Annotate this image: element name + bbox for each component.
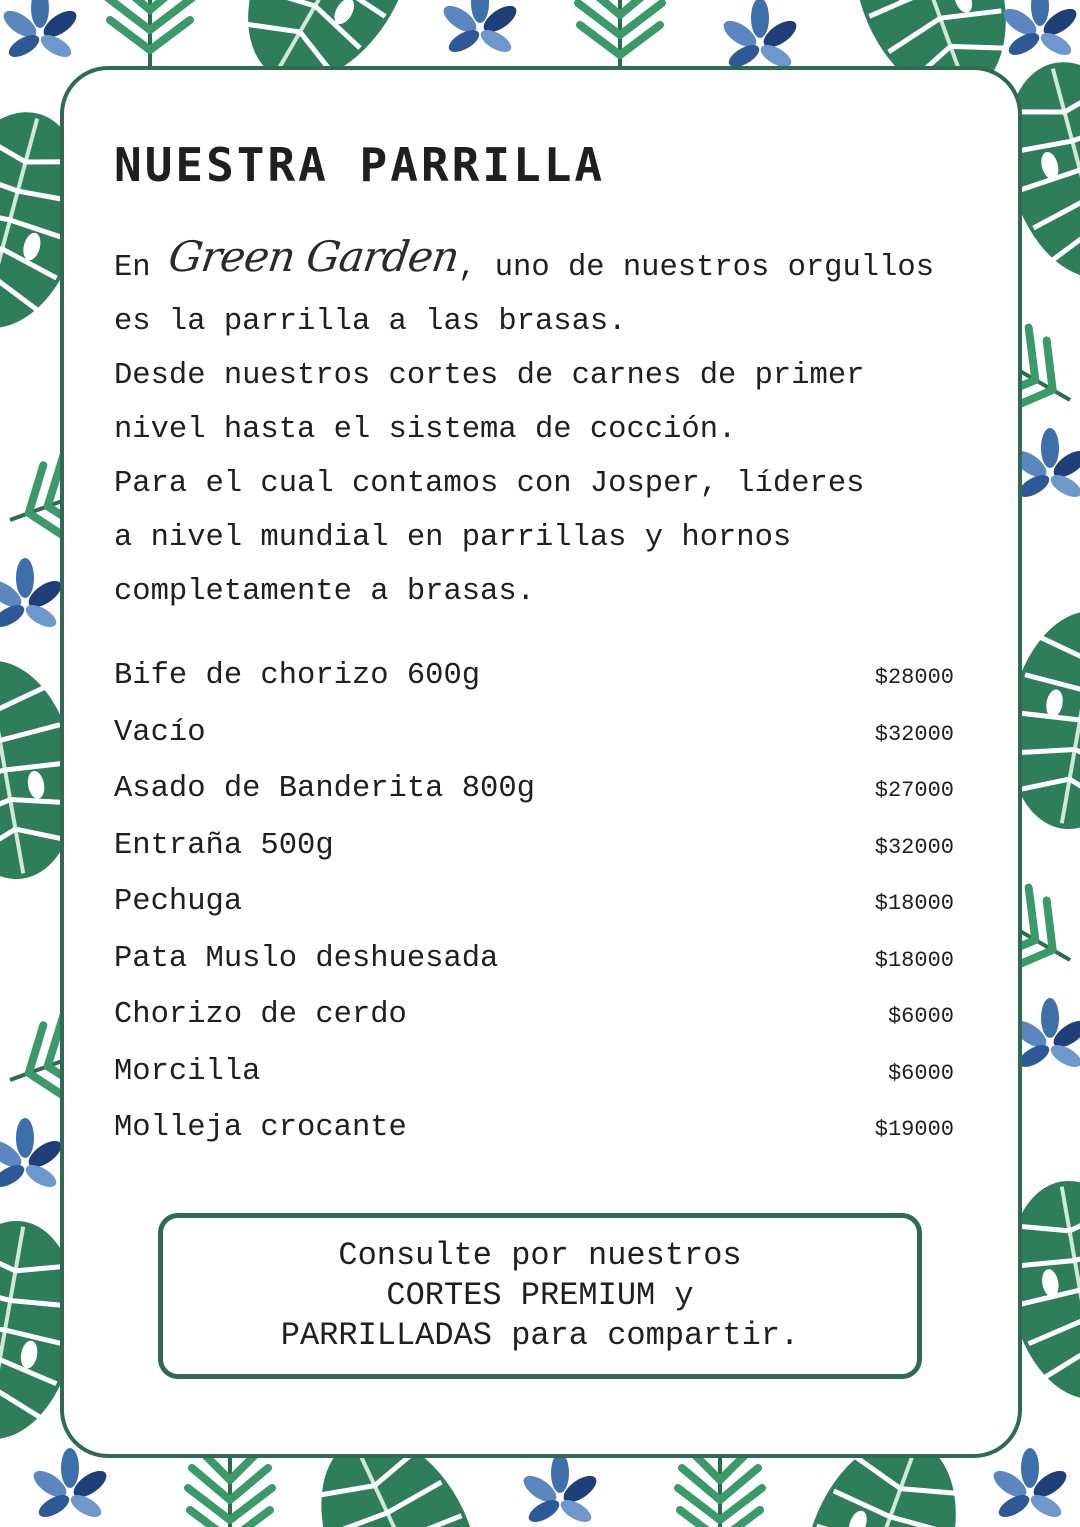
menu-item [114,648,954,705]
menu-item [114,931,954,988]
page-title: NUESTRA PARRILLA [114,138,606,192]
notice-line: Consulte por nuestros [338,1237,742,1274]
menu-item-price: $6000 [887,1004,954,1029]
premium-cuts-notice [158,1213,922,1379]
menu-item-price: $32000 [874,834,954,860]
menu-item [114,761,954,818]
menu-item-name: Molleja crocante [114,1111,407,1145]
menu-item-name: Asado de Banderita 800g [114,772,535,806]
menu-item [114,874,954,931]
menu-item [114,1100,954,1157]
menu-item [114,1044,954,1101]
intro-first-line: , uno de nuestros orgullos [458,251,935,285]
menu-item-name: Entraña 500g [114,828,334,863]
menu-item-price: $27000 [874,778,954,803]
menu-item [114,987,954,1044]
brand-logo-text: Green Garden [165,232,462,281]
menu-item-price: $6000 [887,1060,954,1086]
intro-prefix: En [114,251,151,285]
menu-item [114,705,954,762]
menu-list [114,648,954,1157]
menu-item [114,818,954,875]
menu-item-name: Bife de chorizo 600g [114,659,481,693]
menu-item-price: $32000 [874,721,954,747]
menu-item-name: Morcilla [114,1054,261,1089]
menu-item-name: Pata Muslo deshuesada [114,941,499,976]
intro-paragraph [114,234,964,619]
menu-item-name: Vacío [114,715,206,750]
menu-item-name: Pechuga [114,885,243,919]
menu-item-price: $28000 [874,665,954,690]
notice-line: CORTES PREMIUM y [386,1277,694,1314]
menu-item-price: $18000 [874,891,954,916]
notice-line: PARRILLADAS para compartir. [280,1317,800,1354]
menu-item-name: Chorizo de cerdo [114,998,407,1032]
menu-item-price: $19000 [874,1117,954,1142]
intro-body: es la parrilla a las brasas. Desde nuestros cortes de carnes de primer nivel hasta el sistema de cocción. Para el cual contamos con Josper, líderes a nivel mundial en parrillas y hornos completamente a brasas. [114,305,865,609]
menu-item-price: $18000 [874,947,954,973]
